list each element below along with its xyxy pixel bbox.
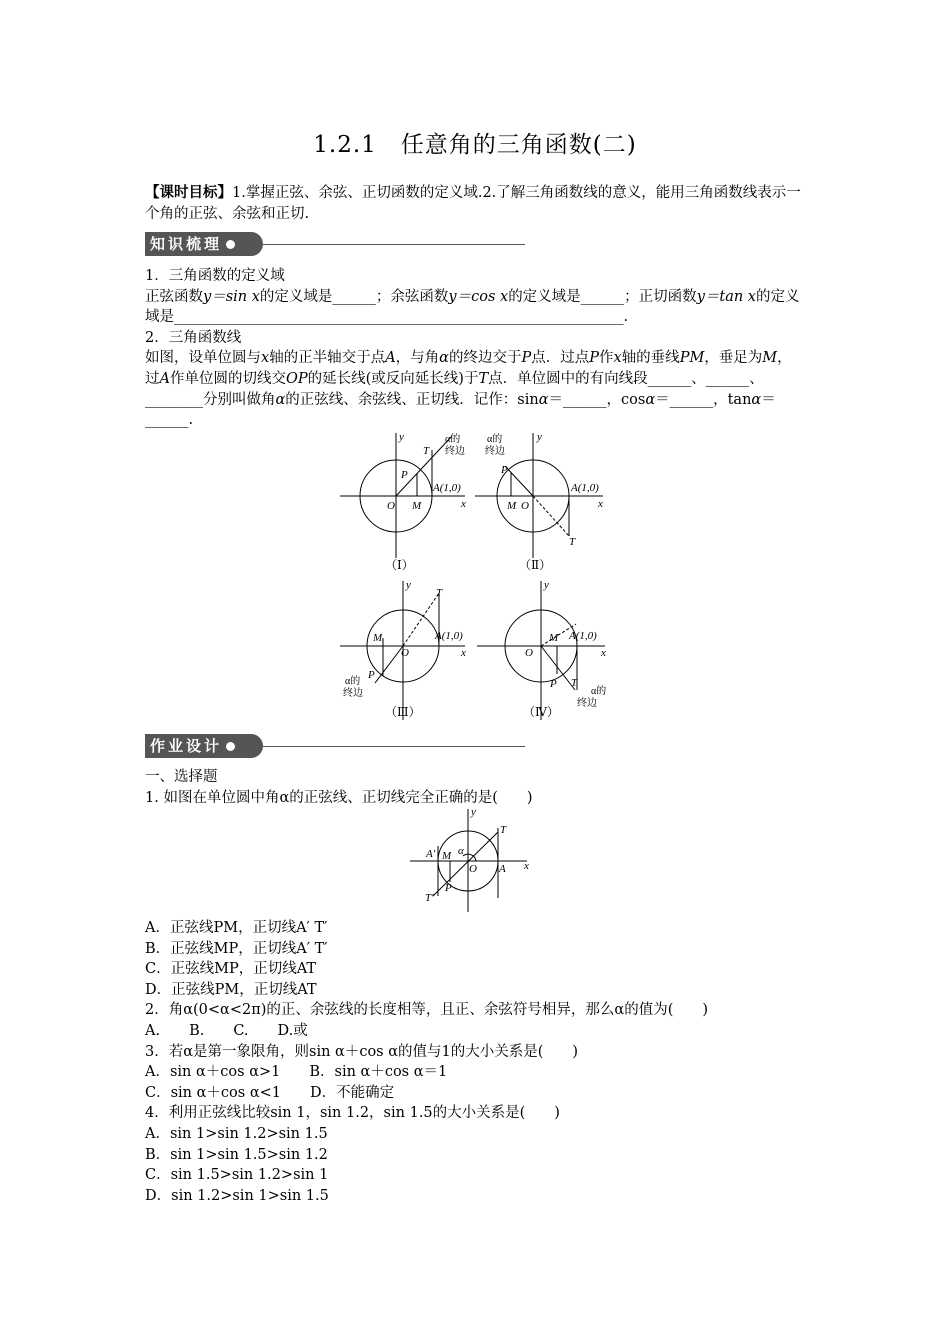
svg-text:y: y <box>537 431 542 443</box>
svg-text:x: x <box>461 647 466 659</box>
svg-text:终边: 终边 <box>577 698 597 709</box>
q4-option-c[interactable]: C．sin 1.5>sin 1.2>sin 1 <box>145 1167 329 1184</box>
svg-text:O: O <box>469 863 477 875</box>
section-title-homework: 作业设计 <box>150 737 223 755</box>
svg-text:A(1,0): A(1,0) <box>569 630 597 642</box>
divider <box>263 244 525 245</box>
svg-text:O: O <box>525 647 533 659</box>
question-1-figure <box>405 806 535 916</box>
svg-text:T: T <box>500 824 507 836</box>
goals-label: 【课时目标】 <box>145 184 232 201</box>
svg-text:y: y <box>406 579 411 591</box>
svg-text:x: x <box>601 647 606 659</box>
svg-text:终边: 终边 <box>485 446 505 457</box>
paragraph-domain: 正弦函数y＝sin x的定义域是______；余弦函数y＝cos x的定义域是______；正切函数y＝tan x的定义域是______________________________________________________________. <box>145 288 800 326</box>
goals-text: 1.掌握正弦、余弦、正切函数的定义域.2.了解三角函数线的意义，能用三角函数线表示一个角的正弦、余弦和正切. <box>145 185 801 222</box>
lesson-goals <box>145 183 805 224</box>
svg-text:α的: α的 <box>487 434 503 445</box>
svg-text:y: y <box>471 806 476 818</box>
question-1: 1. 如图在单位圆中角α的正弦线、正切线完全正确的是( ) <box>145 789 533 806</box>
svg-text:α的: α的 <box>345 676 361 687</box>
svg-text:α的: α的 <box>591 686 607 697</box>
q4-option-d[interactable]: D．sin 1.2>sin 1>sin 1.5 <box>145 1187 329 1204</box>
homework-section <box>145 767 805 808</box>
label-x: x <box>461 498 466 510</box>
label-P: P <box>401 469 408 481</box>
q1-option-d[interactable]: D．正弦线PM，正切线AT <box>145 981 317 998</box>
svg-text:y: y <box>544 579 549 591</box>
label-alpha: α的 <box>445 434 461 445</box>
q1-option-b[interactable]: B．正弦线MP，正切线A′ T′ <box>145 940 328 957</box>
section-banner-knowledge <box>145 232 525 256</box>
svg-text:A(1,0): A(1,0) <box>435 630 463 642</box>
caption-III: （Ⅲ） <box>385 705 421 719</box>
heading-domain: 1．三角函数的定义域 <box>145 268 285 284</box>
q3-options-ab[interactable]: A．sin α＋cos α>1 B．sin α＋cos α＝1 <box>145 1064 448 1081</box>
label-T: T <box>423 445 430 457</box>
svg-text:α: α <box>458 845 464 857</box>
svg-text:A′: A′ <box>426 848 436 860</box>
svg-text:x: x <box>524 860 529 872</box>
unit-circle-figures <box>335 428 615 723</box>
question-4: 4．利用正弦线比较sin 1，sin 1.2，sin 1.5的大小关系是( ) <box>145 1105 560 1122</box>
svg-text:T′: T′ <box>425 892 434 904</box>
section-banner-homework <box>145 734 525 758</box>
part-title: 一、选择题 <box>145 769 218 785</box>
caption-II: （Ⅱ） <box>519 558 552 572</box>
label-terminal: 终边 <box>445 446 465 457</box>
svg-text:T: T <box>436 587 443 599</box>
section-title-knowledge: 知识梳理 <box>150 235 223 253</box>
svg-text:x: x <box>598 498 603 510</box>
svg-text:A: A <box>499 863 506 875</box>
divider <box>263 746 525 747</box>
label-O: O <box>387 500 395 512</box>
svg-text:P: P <box>501 464 508 476</box>
bullet-icon <box>226 240 235 249</box>
q4-option-b[interactable]: B．sin 1>sin 1.5>sin 1.2 <box>145 1146 328 1163</box>
knowledge-section <box>145 266 805 431</box>
q4-option-a[interactable]: A．sin 1>sin 1.2>sin 1.5 <box>145 1125 328 1142</box>
svg-text:M: M <box>442 850 452 862</box>
svg-text:P: P <box>368 669 375 681</box>
page-title: 1.2.1 任意角的三角函数(二) <box>313 132 637 158</box>
q2-options[interactable]: A. B. C. D.或 <box>145 1022 308 1039</box>
question-list <box>145 918 805 1206</box>
label-y: y <box>399 431 404 443</box>
caption-IV: （Ⅳ） <box>523 705 559 719</box>
svg-text:M: M <box>549 632 559 644</box>
svg-text:O: O <box>401 647 409 659</box>
question-2: 2．角α(0<α<2π)的正、余弦线的长度相等，且正、余弦符号相异，那么α的值为( ) <box>145 1002 709 1019</box>
caption-I: （Ⅰ） <box>385 558 414 572</box>
question-3: 3．若α是第一象限角，则sin α＋cos α的值与1的大小关系是( ) <box>145 1043 579 1060</box>
svg-text:O: O <box>521 500 529 512</box>
svg-text:P: P <box>445 882 452 894</box>
q3-options-cd[interactable]: C．sin α＋cos α<1 D．不能确定 <box>145 1084 395 1101</box>
label-A: A(1,0) <box>433 482 461 494</box>
svg-text:T: T <box>571 677 578 689</box>
paragraph-lines: 如图，设单位圆与x轴的正半轴交于点A，与角α的终边交于P点．过点P作x轴的垂线PM，垂足为M，过A作单位圆的切线交OP的延长线(或反向延长线)于T点．单位圆中的有向线段______、______、________分别叫做角α的正弦线、余弦线、正切线．记作：sinα＝______，cosα＝______，tanα＝______. <box>145 350 792 429</box>
q1-option-c[interactable]: C．正弦线MP，正切线AT <box>145 961 317 978</box>
q1-option-a[interactable]: A．正弦线PM，正切线A′ T′ <box>145 920 328 936</box>
svg-text:终边: 终边 <box>343 688 363 699</box>
svg-text:M: M <box>507 500 517 512</box>
svg-text:P: P <box>550 678 557 690</box>
label-M: M <box>412 500 422 512</box>
bullet-icon <box>226 742 235 751</box>
svg-text:T: T <box>569 536 576 548</box>
heading-lines: 2．三角函数线 <box>145 329 242 346</box>
svg-text:M: M <box>373 632 383 644</box>
svg-text:A(1,0): A(1,0) <box>571 482 599 494</box>
